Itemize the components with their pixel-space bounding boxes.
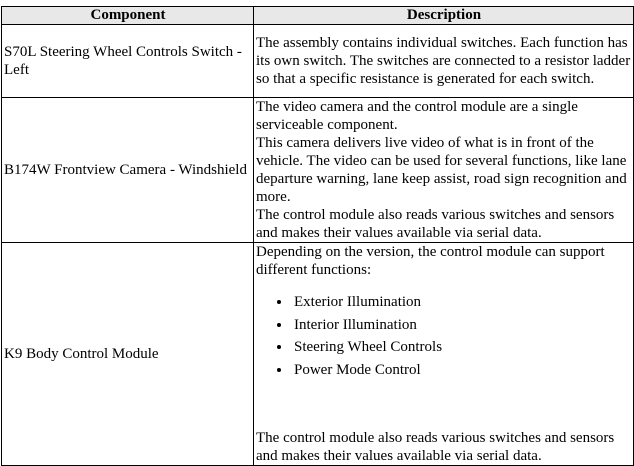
table-row bbox=[2, 25, 634, 98]
list-item: • Power Mode Control bbox=[292, 359, 632, 382]
description-cell bbox=[254, 243, 634, 466]
header-description: Description bbox=[254, 7, 634, 25]
table-row bbox=[2, 98, 634, 243]
component-cell: S70L Steering Wheel Controls Switch - Left bbox=[2, 25, 254, 98]
header-component: Component bbox=[2, 7, 254, 25]
table-row bbox=[2, 243, 634, 466]
description-paragraph: The video camera and the control module are a single serviceable component. bbox=[256, 99, 578, 133]
list-item: • Steering Wheel Controls bbox=[292, 336, 632, 359]
component-cell: K9 Body Control Module bbox=[2, 243, 254, 466]
description-paragraph: The assembly contains individual switches. Each function has its own switch. The switches are connected to a resistor ladder so that a specific resistance is generated for each switch. bbox=[256, 35, 631, 87]
spacer bbox=[256, 397, 632, 429]
description-intro: Depending on the version, the control module can support different functions: bbox=[256, 244, 605, 278]
description-outro: The control module also reads various switches and sensors and makes their values available via serial data. bbox=[256, 430, 615, 464]
component-table bbox=[1, 6, 634, 466]
description-cell bbox=[254, 25, 634, 98]
description-cell bbox=[254, 98, 634, 243]
header-row bbox=[2, 7, 634, 25]
description-paragraph: This camera delivers live video of what is in front of the vehicle. The video can be used for several functions, like lane departure warning, lane keep assist, road sign recognition and more. bbox=[256, 135, 627, 205]
list-item: • Exterior Illumination bbox=[292, 291, 632, 314]
description-paragraph: The control module also reads various switches and sensors and makes their values available via serial data. bbox=[256, 207, 615, 241]
component-cell: B174W Frontview Camera - Windshield bbox=[2, 98, 254, 243]
list-item: • Interior Illumination bbox=[292, 314, 632, 337]
function-list bbox=[256, 291, 632, 381]
